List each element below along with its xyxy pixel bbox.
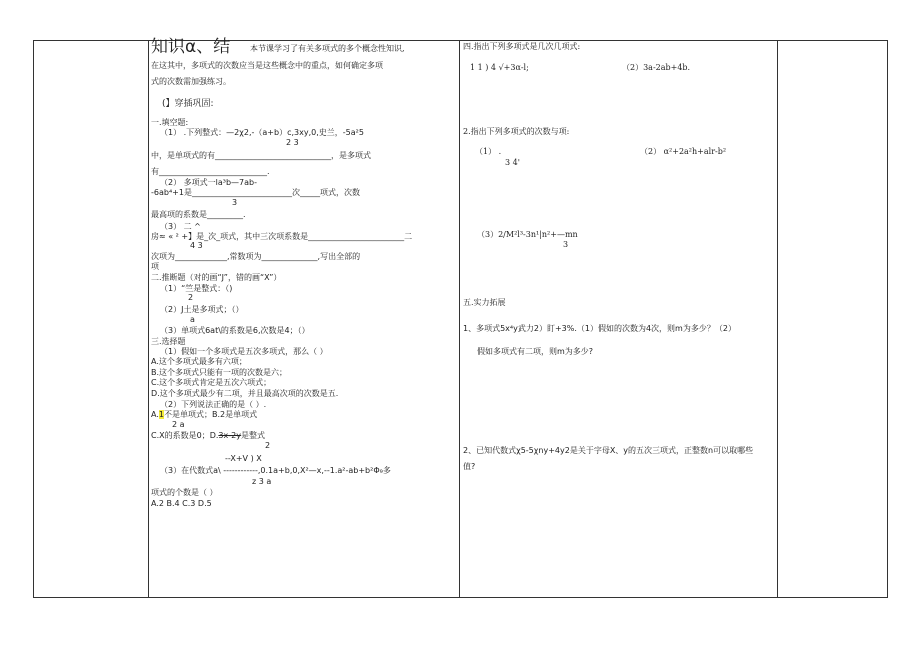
table-column-divider-3	[777, 40, 778, 598]
q1-2-line-1: （2） 多项式一la³b—7ab-	[160, 178, 257, 187]
section-5-title: 五.实力拓展	[463, 298, 506, 307]
q3-2-subscript-2: 2	[265, 441, 271, 450]
q3-2-d-strike: 3x-2y	[218, 431, 241, 440]
table-column-divider-2	[459, 40, 460, 598]
q3-1-option-a: A.这个多项式最多有六项；	[151, 357, 247, 366]
q1-2-line-3: 最高项的系数是_________.	[151, 210, 246, 219]
q3-1-option-b: B.这个多项式只能有一项的次数是六；	[151, 368, 288, 377]
s5-item-2-line-2: 值?	[463, 462, 476, 471]
fill-blank-title: 一.填空题:	[151, 118, 189, 127]
q3-2: （2）下列说法正确的是（ ）.	[160, 400, 267, 409]
s4b-item-1: （1） .	[475, 147, 502, 156]
judgement-title: 二.推断题（对的画“J”，错的画“X”）	[151, 273, 282, 282]
q1-3-line-3: 次项为_____________,常数项为______________,写出全部的	[151, 252, 361, 261]
q1-2-subscript: 3	[232, 198, 238, 207]
q3-2-d-rest: 是整式	[240, 431, 265, 440]
q1-2-line-2: -6ab⁴+1是_________________________次_____项式，次数	[151, 188, 360, 197]
q3-3-numerators: --X+V ) X	[225, 454, 262, 463]
table-bottom-border	[33, 597, 778, 598]
intro-line-2: 在这其中，多项式的次数应当是这些概念中的重点，如何确定多项	[151, 61, 383, 70]
s4b-item-2: （2） α²+2a²h+alr-b²	[640, 147, 727, 156]
q1-1-line-3: 有___________________________.	[151, 167, 270, 176]
q3-3-options: A.2 B.4 C.3 D.5	[151, 499, 212, 508]
q3-2-a-highlight: 1	[158, 410, 164, 419]
q2-1-subscript: 2	[188, 293, 194, 302]
q3-2-option-cd	[151, 431, 265, 441]
q1-3-subscripts: 4 3	[190, 241, 203, 250]
q3-2-c-text: C.X的系数是0；D.	[151, 431, 219, 440]
s4b-item-3-subscript: 3	[563, 240, 569, 249]
q1-3-line-1: （3） 二 ^	[160, 222, 201, 231]
s4b-item-3: （3）2/M²l³-3n¹|n²+—mn	[477, 230, 578, 239]
q2-2: （2）J土是多项式；（）	[160, 305, 244, 314]
intro-line-1: 本节课学习了有关多项式的多个概念性知识,	[250, 44, 405, 53]
q2-2-subscript: a	[190, 315, 195, 324]
table-left-border	[33, 40, 34, 598]
q3-2-a-prefix: A.	[151, 410, 159, 419]
section-4-title: 四.指出下列多项式是几次几项式:	[463, 42, 581, 51]
q1-1-line-1: （1） .下列整式：—2χ2,-（a+b）c,3xy,0,史兰，-5a²5	[160, 128, 364, 137]
s4b-item-1-subscripts: 3 4'	[505, 158, 520, 167]
q3-3-line-2: 项式的个数是（ ）	[151, 488, 218, 497]
intro-line-3: 式的次数需加强练习。	[151, 77, 231, 86]
q3-3-denominators: z 3 a	[252, 477, 272, 486]
q2-1: （1）“竺是整式：（)	[160, 284, 233, 293]
table-column-divider-1	[148, 40, 149, 598]
q3-3: （3）在代数式a\ ------------,0.1a+b,0,X²—x,--1.a²-ab+b²Φ₉多	[160, 466, 391, 475]
s4-item-2: （2）3a-2ab+4b.	[622, 63, 691, 72]
q3-1: （1）假如一个多项式是五次多项式，那么（ ）	[160, 347, 328, 356]
section-4b-title: 2.指出下列多项式的次数与项:	[463, 127, 570, 136]
table-top-border-right	[777, 40, 888, 41]
intro-heading: 知识α、结	[151, 37, 231, 57]
choice-title: 三.选择题	[151, 337, 186, 346]
q2-3: （3）单项式6at\的系数是6,次数是4；（）	[160, 326, 310, 335]
s5-item-2: 2、已知代数式χ5-5χny+4y2是关于字母X、y的五次三项式，正整数n可以取哪些	[463, 446, 754, 455]
section-title: (】穿插巩固:	[162, 99, 214, 109]
q3-2-option-ab	[151, 410, 257, 420]
s5-item-1: 1、多项式5x⁴y武力2）盯+3%.（1）假如的次数为4次，则m为多少？（2）	[463, 324, 736, 333]
q1-3-line-2: 房≈ « ² +】是_次_项式，其中三次项系数是________________________二	[151, 232, 413, 241]
s5-item-1-line-2: 假如多项式有二项，则m为多少?	[477, 347, 594, 356]
table-bottom-border-right	[777, 597, 888, 598]
s4-item-1: 1 1 ) 4 √+3α-l;	[470, 63, 529, 72]
table-right-border	[887, 40, 888, 598]
q1-1-line-2: 中，是单项式的有_____________________________，是多项式	[151, 151, 371, 160]
q1-1-subscripts: 2 3	[286, 138, 299, 147]
q3-2-subscripts-1: 2 a	[172, 420, 185, 429]
q1-3-line-4: 项	[151, 262, 159, 271]
q3-1-option-d: D.这个多项式最少有二项，并且最高次项的次数是五.	[151, 389, 339, 398]
table-top-border	[33, 40, 778, 41]
q3-2-a-rest: 不是单项式；B.2是单项式	[163, 410, 258, 419]
q3-1-option-c: C.这个多项式肯定是五次六项式；	[151, 378, 272, 387]
